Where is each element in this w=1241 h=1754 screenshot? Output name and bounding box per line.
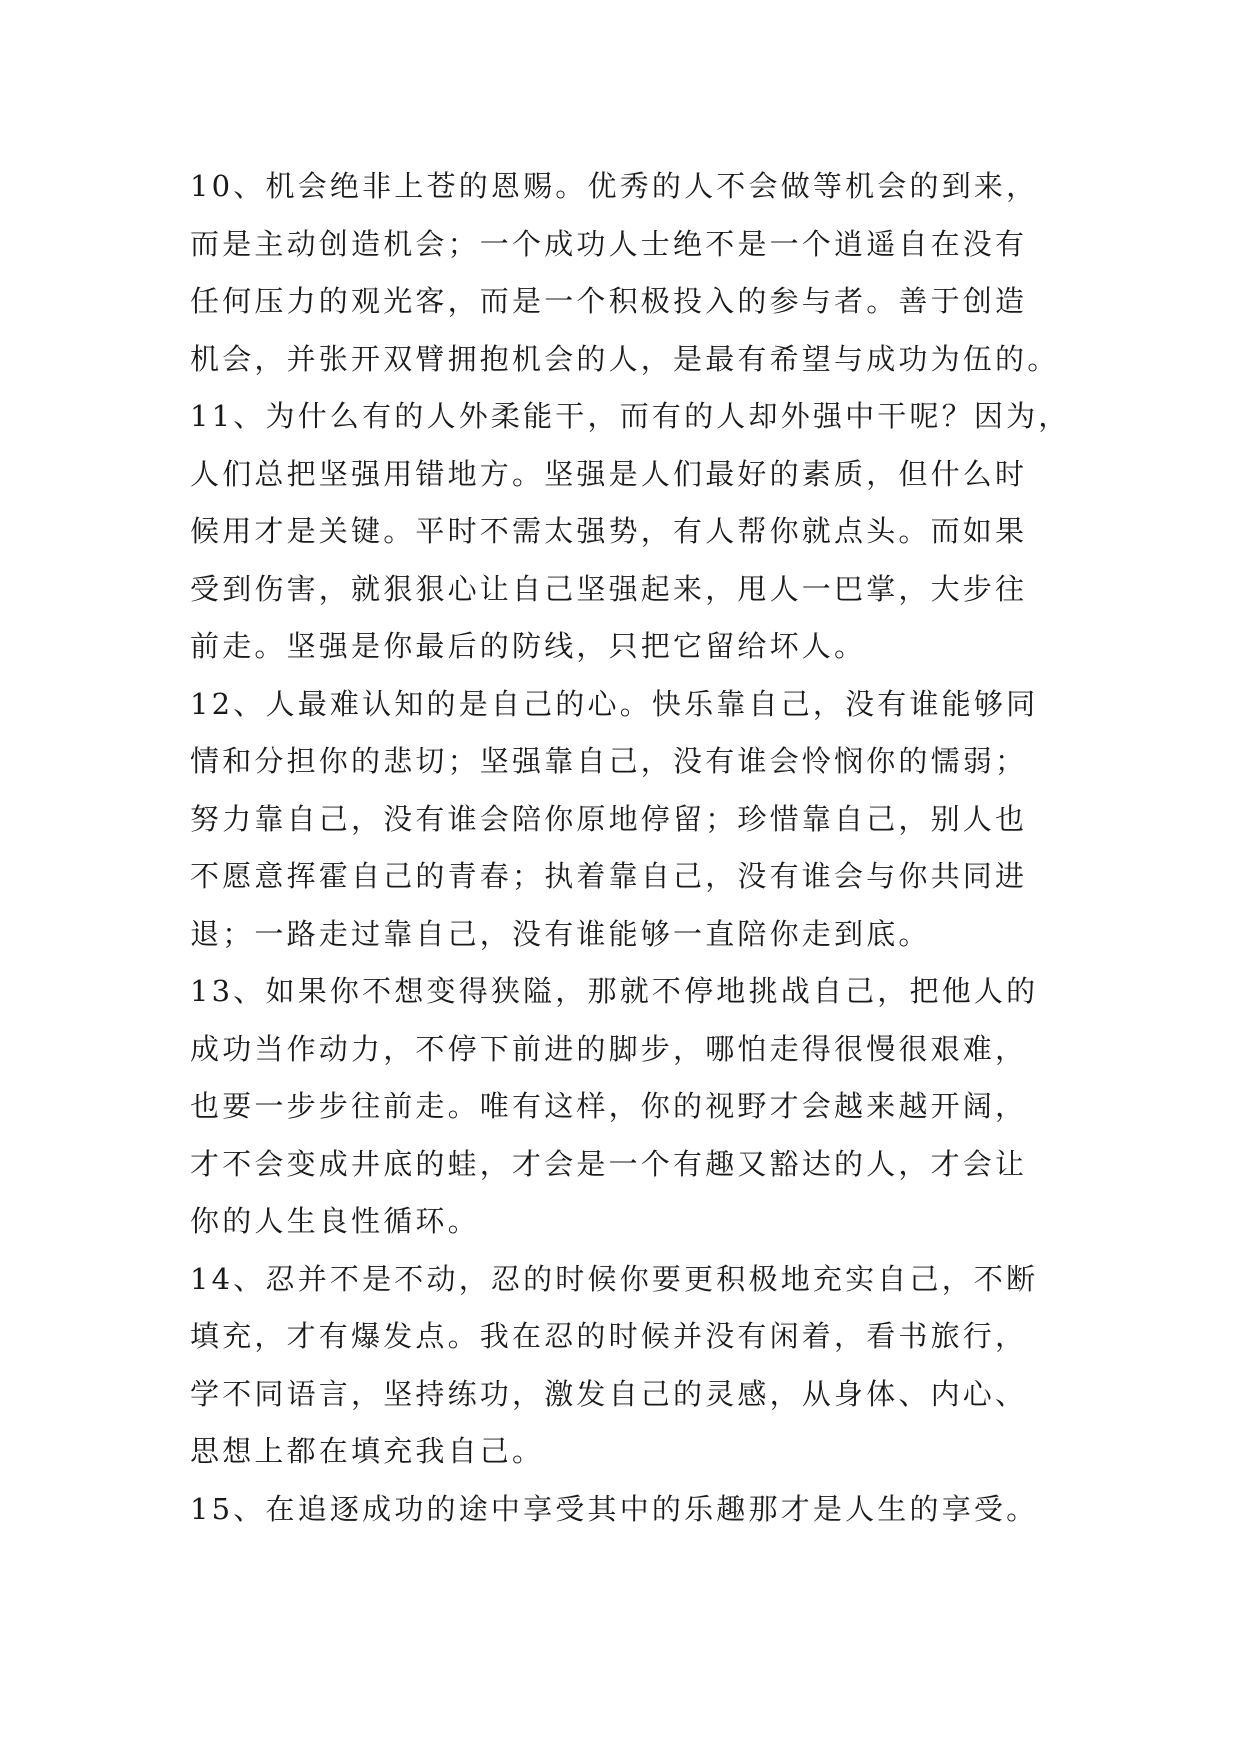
text-line: 填充，才有爆发点。我在忍的时候并没有闲着，看书旅行， xyxy=(190,1319,1028,1353)
text-line: 才不会变成井底的蛙，才会是一个有趣又豁达的人，才会让 xyxy=(190,1146,1028,1181)
text-line: 候用才是关键。平时不需太强势，有人帮你就点头。而如果 xyxy=(190,514,1028,548)
text-line: 11、为什么有的人外柔能干，而有的人却外强中干呢？因为， xyxy=(190,399,1071,433)
text-line: 努力靠自己，没有谁会陪你原地停留；珍惜靠自己，别人也 xyxy=(190,801,1028,836)
text-line: 受到伤害，就狠狠心让自己坚强起来，甩人一巴掌，大步往 xyxy=(190,571,1028,606)
text-line: 机会，并张开双臂拥抱机会的人，是最有希望与成功为伍的。 xyxy=(190,341,1060,376)
text-line: 前走。坚强是你最后的防线，只把它留给坏人。 xyxy=(190,629,867,663)
text-line: 你的人生良性循环。 xyxy=(190,1204,480,1238)
text-line: 任何压力的观光客，而是一个积极投入的参与者。善于创造 xyxy=(190,284,1028,318)
text-line: 情和分担你的悲切；坚强靠自己，没有谁会怜悯你的懦弱； xyxy=(190,744,1028,778)
text-line: 人们总把坚强用错地方。坚强是人们最好的素质，但什么时 xyxy=(190,456,1028,491)
text-line: 而是主动创造机会；一个成功人士绝不是一个逍遥自在没有 xyxy=(190,226,1028,261)
text-line: 12、人最难认知的是自己的心。快乐靠自己，没有谁能够同 xyxy=(190,686,1039,721)
text-line: 不愿意挥霍自己的青春；执着靠自己，没有谁会与你共同进 xyxy=(190,859,1028,893)
text-line: 15、在追逐成功的途中享受其中的乐趣那才是人生的享受。 xyxy=(190,1491,1039,1526)
text-line: 也要一步步往前走。唯有这样，你的视野才会越来越开阔， xyxy=(190,1089,1028,1123)
text-line: 10、机会绝非上苍的恩赐。优秀的人不会做等机会的到来， xyxy=(190,169,1039,203)
text-line: 13、如果你不想变得狭隘，那就不停地挑战自己，把他人的 xyxy=(190,974,1039,1008)
text-line: 退；一路走过靠自己，没有谁能够一直陪你走到底。 xyxy=(190,916,931,951)
text-line: 14、忍并不是不动，忍的时候你要更积极地充实自己，不断 xyxy=(190,1261,1039,1296)
text-line: 学不同语言，坚持练功，激发自己的灵感，从身体、内心、 xyxy=(190,1376,1028,1411)
text-line: 思想上都在填充我自己。 xyxy=(190,1434,545,1468)
body-text xyxy=(190,158,1070,1538)
text-line: 成功当作动力，不停下前进的脚步，哪怕走得很慢很艰难， xyxy=(190,1031,1028,1066)
